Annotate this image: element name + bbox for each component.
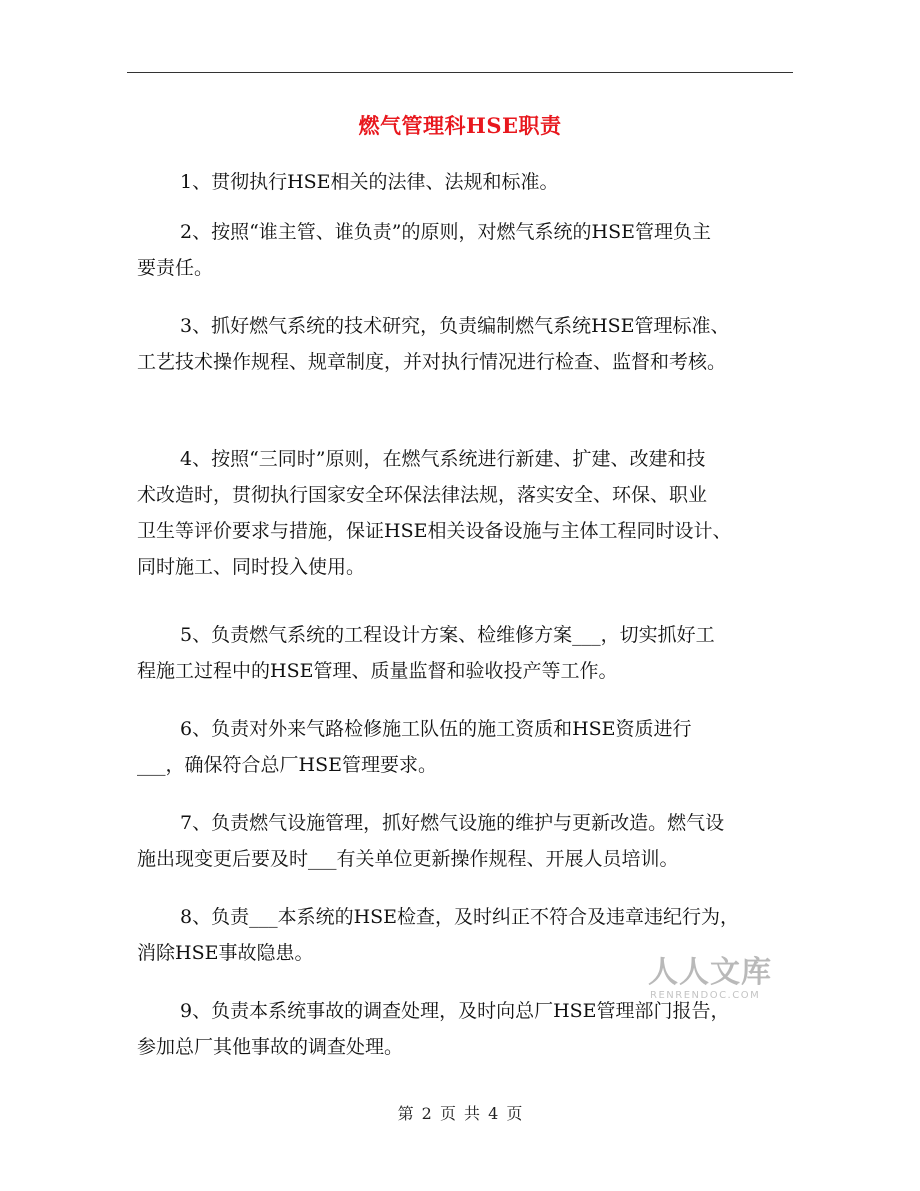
paragraph-2 <box>137 214 793 286</box>
paragraph-7 <box>137 805 793 877</box>
watermark-logo <box>648 956 778 1002</box>
paragraph-line: 2、按照“谁主管、谁负责”的原则，对燃气系统的HSE管理负主 <box>180 221 711 243</box>
paragraph-3 <box>137 308 793 380</box>
paragraph-line: ___，确保符合总厂HSE管理要求。 <box>137 754 437 776</box>
paragraph-line: 3、抓好燃气系统的技术研究，负责编制燃气系统HSE管理标准、 <box>180 315 730 337</box>
paragraph-9 <box>137 993 793 1065</box>
document-title: 燃气管理科HSE职责 <box>358 113 562 138</box>
paragraph-line: 参加总厂其他事故的调查处理。 <box>137 1036 404 1058</box>
watermark-domain: RENRENDOC.COM <box>650 990 761 1001</box>
paragraph-line: 6、负责对外来气路检修施工队伍的施工资质和HSE资质进行 <box>180 718 692 740</box>
paragraph-line: 5、负责燃气系统的工程设计方案、检维修方案___，切实抓好工 <box>180 624 715 646</box>
header-rule <box>127 72 793 73</box>
paragraph-6 <box>137 711 793 783</box>
paragraph-line: 卫生等评价要求与措施，保证HSE相关设备设施与主体工程同时设计、 <box>137 520 732 542</box>
paragraph-line: 同时施工、同时投入使用。 <box>137 556 366 578</box>
paragraph-line: 9、负责本系统事故的调查处理，及时向总厂HSE管理部门报告， <box>180 1000 730 1022</box>
paragraph-1 <box>137 164 793 200</box>
paragraph-line: 4、按照“三同时”原则，在燃气系统进行新建、扩建、改建和技 <box>180 448 706 470</box>
paragraph-line: 8、负责___本系统的HSE检查，及时纠正不符合及违章违纪行为， <box>180 906 740 928</box>
paragraph-line: 7、负责燃气设施管理，抓好燃气设施的维护与更新改造。燃气设 <box>180 812 725 834</box>
paragraph-line: 消除HSE事故隐患。 <box>137 942 314 964</box>
paragraph-line: 施出现变更后要及时___有关单位更新操作规程、开展人员培训。 <box>137 848 679 870</box>
paragraph-line: 要责任。 <box>137 257 214 279</box>
paragraph-4 <box>137 441 793 585</box>
paragraph-line: 程施工过程中的HSE管理、质量监督和验收投产等工作。 <box>137 660 618 682</box>
paragraph-line: 术改造时，贯彻执行国家安全环保法律法规，落实安全、环保、职业 <box>137 484 708 506</box>
paragraph-line: 工艺技术操作规程、规章制度，并对执行情况进行检查、监督和考核。 <box>137 351 727 373</box>
watermark-brand: 人人文库 <box>648 955 772 990</box>
paragraph-5 <box>137 617 793 689</box>
page-number-footer: 第 2 页 共 4 页 <box>397 1104 523 1123</box>
paragraph-line: 1、贯彻执行HSE相关的法律、法规和标准。 <box>180 171 559 193</box>
